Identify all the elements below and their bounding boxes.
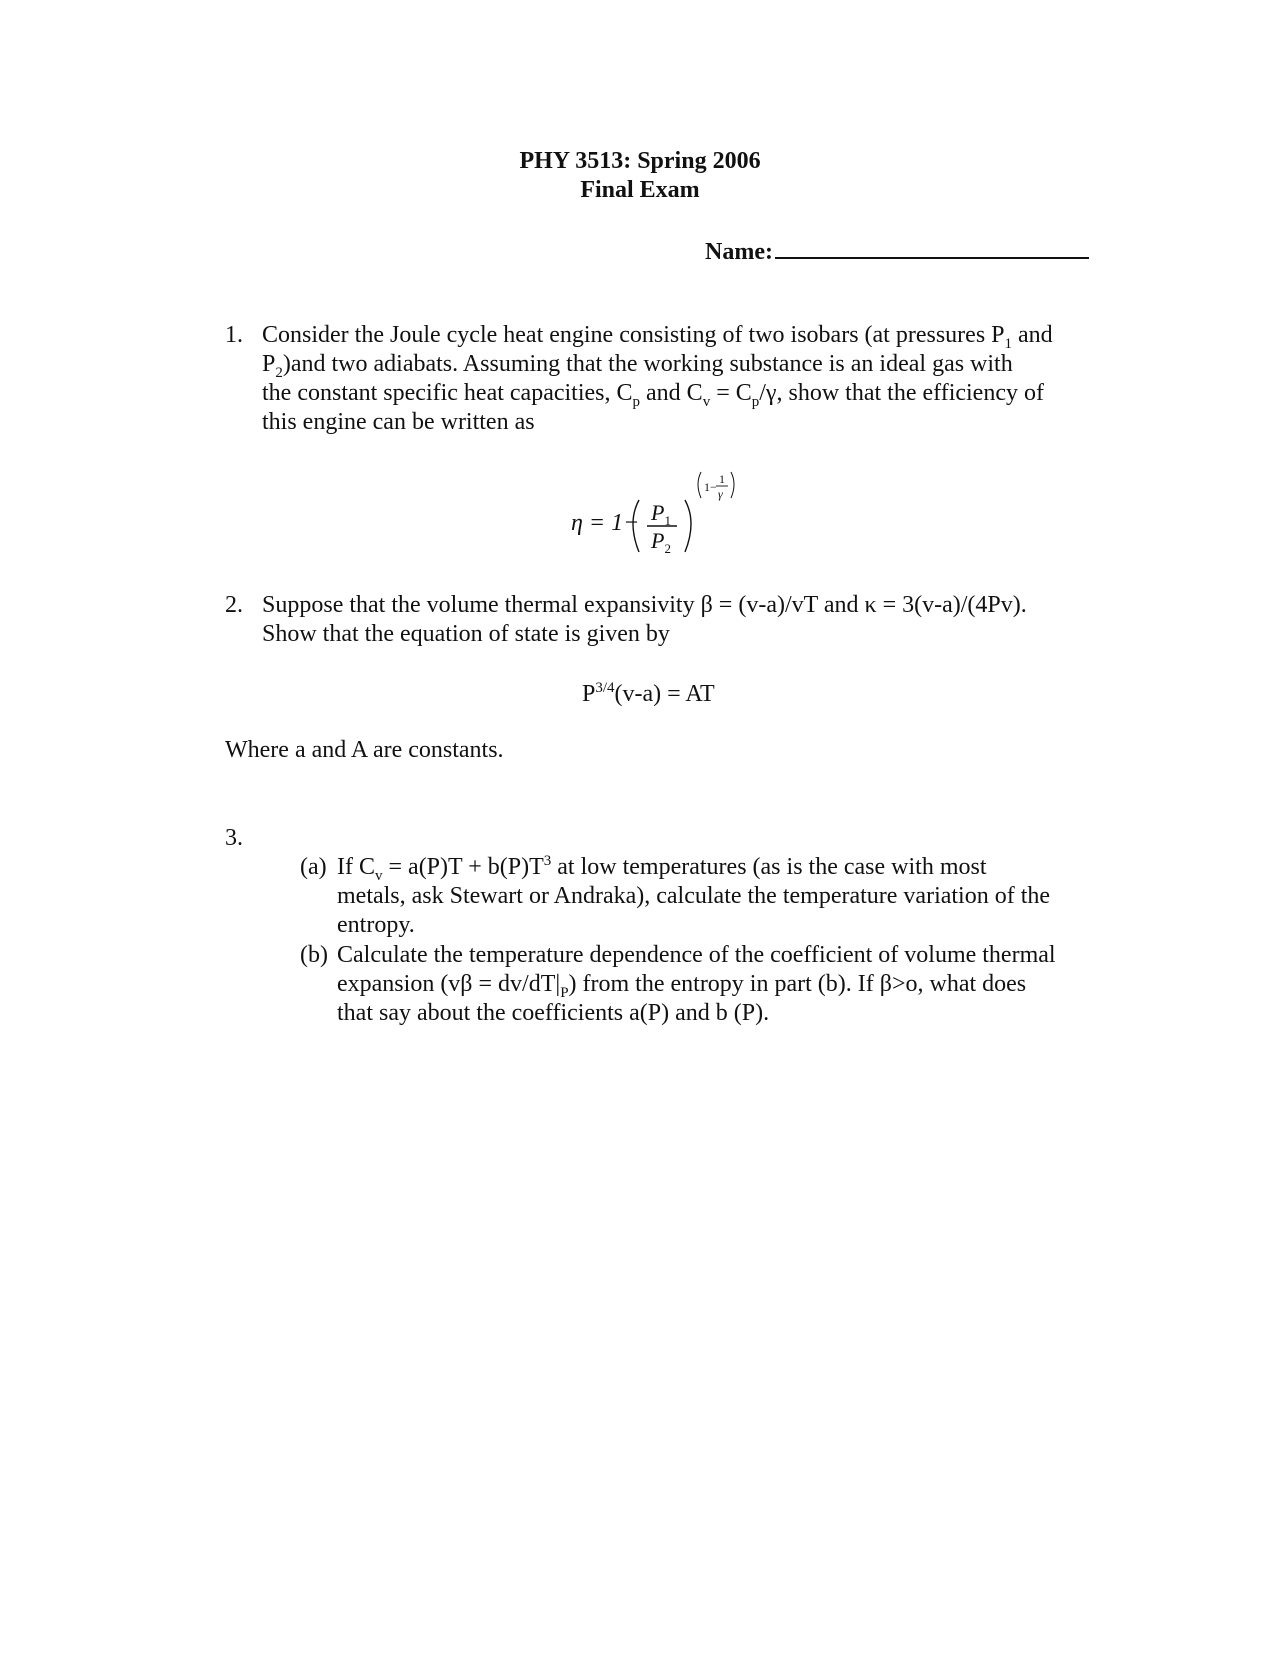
formula-right-paren [685,500,691,552]
q1-line-1: Consider the Joule cycle heat engine consisting of two isobars (at pressures $P_1$ and [262,322,1053,352]
exam-title: Final Exam [580,177,700,203]
equation-of-state: $P^{3/4}(v-a)$ = AT [582,680,715,707]
q2-line-1: Suppose that the volume thermal expansivity β = (v-a)/vT and κ = 3(v-a)/(4Pv). [262,592,1027,618]
question-1-text [262,321,1053,437]
q1-line-4: this engine can be written as [262,409,535,435]
q3a-line-3: entropy. [337,912,415,938]
q3b-line-1: Calculate the temperature dependence of the coefficient of volume thermal [337,942,1056,968]
q1-line-2: $P_2)and$ two adiabats. Assuming that the working substance is an ideal gas with [262,351,1013,381]
q3b-line-3: that say about the coefficients a(P) and b (P). [337,1000,770,1026]
q3a-line-1: If $C_v = a(P)T + b(P)T^3$ at low temperatures (as is the case with most [337,853,987,884]
question-1-number: 1. [225,322,243,348]
q3-part-a-label: (a) [300,854,327,880]
constants-note: Where a and A are constants. [225,737,504,763]
q3a-line-2: metals, ask Stewart or Andraka), calculate the temperature variation of the [337,883,1051,909]
exponent-numerator: 1 [719,472,725,486]
q2-line-2: Show that the equation of state is given by [262,621,670,647]
exponent-left-paren [698,472,701,498]
q3-part-a-text [337,853,1050,940]
q3b-line-2: expansion $(v\beta = dv/dT|_P)$ from the entropy in part (b). If β>o, what does [337,971,1027,1001]
q3-part-b-label: (b) [300,942,328,968]
efficiency-formula [555,470,755,560]
q3-part-b-text [337,941,1056,1028]
question-2-text [262,591,1027,649]
formula-eta: η = 1− [571,510,640,536]
exponent-denominator: γ [718,487,723,501]
exponent-right-paren [731,472,734,498]
name-underline [775,235,1089,259]
name-label: Name: [705,239,773,265]
exponent-one-minus: 1− [704,480,717,494]
q1-line-3: the constant specific heat capacities, $C_p$ and $C_v = C_p/\gamma$, show that the efficiency of [262,380,1044,410]
formula-denominator: $P_2$ [651,528,671,556]
course-title: PHY 3513: Spring 2006 [519,148,761,174]
formula-numerator: $P_1$ [651,500,671,528]
name-field [705,235,1089,266]
question-3-number: 3. [225,825,243,851]
question-2-number: 2. [225,592,243,618]
